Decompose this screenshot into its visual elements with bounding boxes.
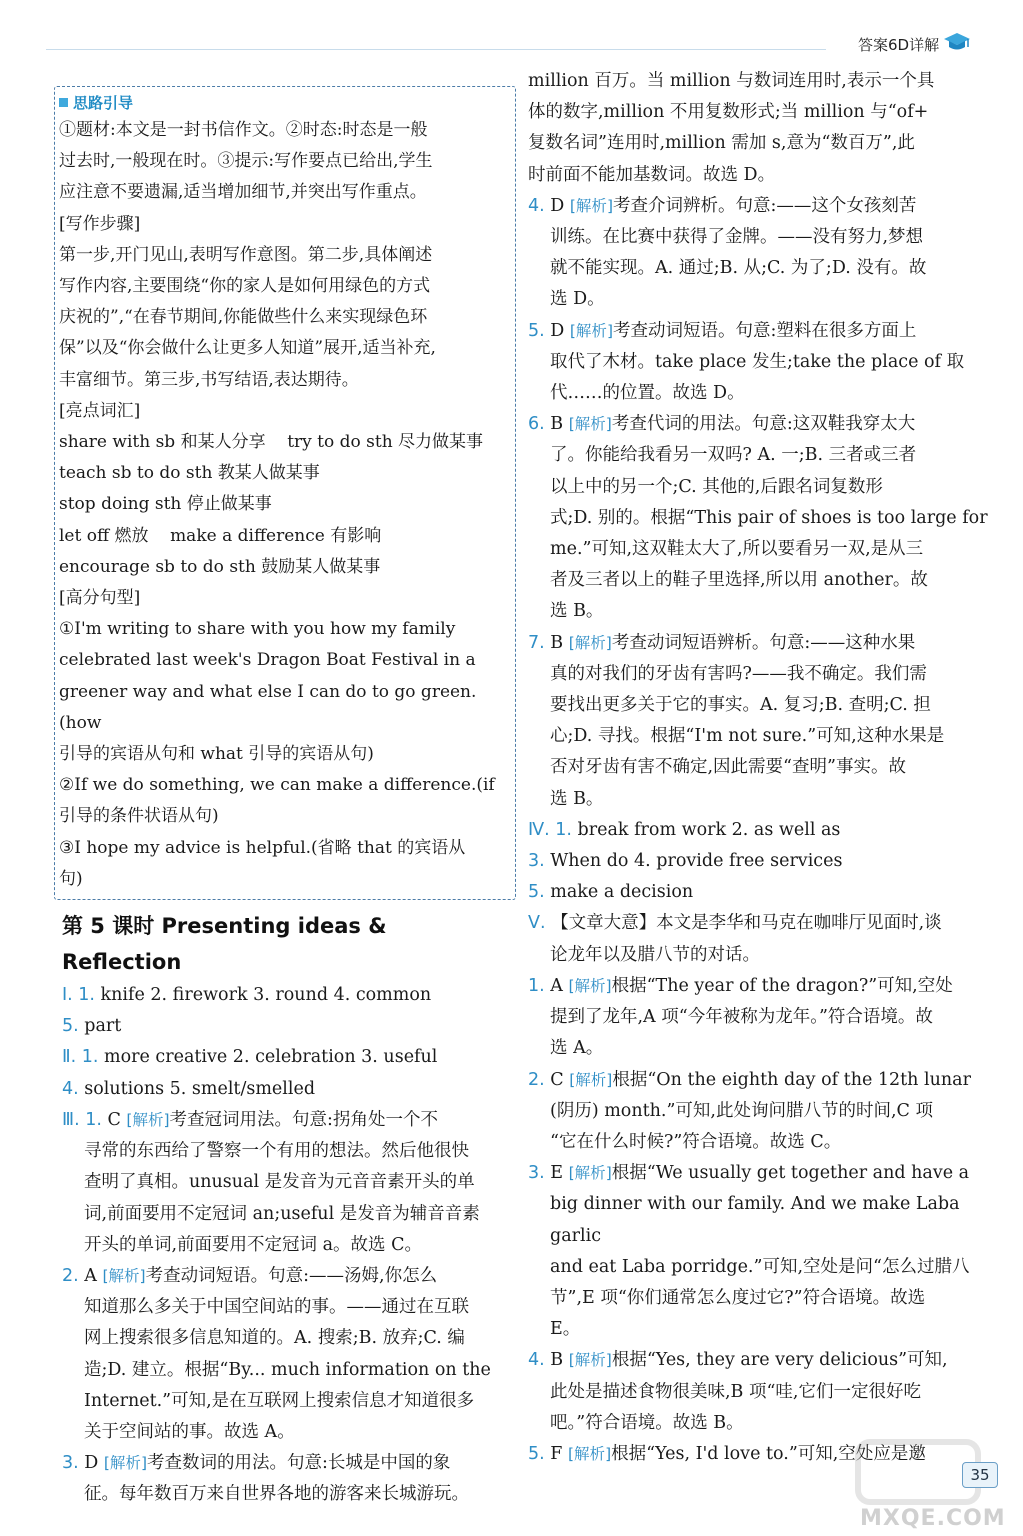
analysis-tag: [ 解析 ]: [569, 415, 612, 433]
answer-item: [528, 846, 988, 877]
sentence-line: 句): [59, 868, 83, 889]
answer-number: Ⅳ. 1.: [528, 819, 578, 840]
answer-line: 寻常的东西给了警察一个有用的想法。然后他很快: [84, 1141, 469, 1162]
answer-line: 了。你能给我看另一双吗? A. 一;B. 三者或三者: [550, 445, 917, 466]
answer-item: [528, 908, 988, 970]
answer-line: 吧。”符合语境。故选 B。: [550, 1412, 744, 1433]
sentence-heading: [ 高分句型 ]: [59, 583, 509, 614]
analysis-tag: [ 解析 ]: [102, 1267, 145, 1285]
answer-line: “它在什么时候?”符合语境。故选 C。: [550, 1131, 842, 1152]
answer-line: [62, 1074, 512, 1105]
graduation-cap-icon: [942, 31, 972, 53]
answer-line: 查明了真相。unusual 是发音为元音音素开头的单: [84, 1172, 475, 1193]
answer-text: 考查动词短语。句意:——汤姆,你怎么: [145, 1265, 438, 1286]
left-answer-list: [62, 980, 512, 1510]
answer-text: 考查动词短语。句意:塑料在很多方面上: [613, 320, 917, 341]
answer-letter: D: [550, 320, 570, 341]
answer-item: [528, 815, 988, 846]
sentence-line: ③I hope my advice is helpful.(省略 that 的宾语从: [59, 837, 466, 858]
guide-intro-line: 过去时,一般现在时。③提示:写作要点已给出,学生: [59, 151, 433, 172]
answer-line: 时前面不能加基数词。故选 D。: [528, 164, 776, 185]
answer-line: (阴历) month.”可知,此处询问腊八节的时间,C 项: [550, 1100, 934, 1121]
answer-item: [62, 1042, 512, 1073]
answer-item: [62, 1448, 512, 1510]
answer-letter: E: [550, 1163, 569, 1184]
answer-text: 【文章大意】本文是李华和马克在咖啡厅见面时,谈: [551, 913, 942, 934]
answer-line: [62, 1261, 512, 1292]
lesson-title: 第 5 课时 Presenting ideas & Reflection: [62, 914, 387, 975]
answer-letter: B: [550, 632, 569, 653]
answer-number: 3.: [62, 1453, 85, 1474]
analysis-tag: [ 解析 ]: [568, 977, 611, 995]
answer-number: 4.: [528, 195, 551, 216]
answer-letter: F: [550, 1443, 568, 1464]
answer-item: [528, 1345, 988, 1439]
analysis-tag: [ 解析 ]: [126, 1111, 169, 1129]
answer-line: [62, 1042, 512, 1073]
answer-text: 根据“Yes, they are very delicious”可知,: [611, 1350, 948, 1371]
answer-letter: D: [550, 195, 570, 216]
vocab-line: share with sb 和某人分享 try to do sth 尽力做某事: [59, 432, 484, 453]
answer-item: [62, 980, 512, 1011]
answer-line: [528, 1158, 988, 1189]
analysis-tag: [ 解析 ]: [569, 634, 612, 652]
answer-line: [528, 1345, 988, 1376]
answer-number: 5.: [528, 882, 551, 903]
guide-steps: [59, 240, 509, 396]
answer-text: 根据“On the eighth day of the 12th lunar: [612, 1069, 971, 1090]
sentence-line: greener way and what else I can do to go green.(how: [59, 681, 477, 733]
sentence-line: celebrated last week's Dragon Boat Festival in a: [59, 650, 476, 671]
analysis-tag: [ 解析 ]: [569, 1071, 612, 1089]
answer-text: When do 4. provide free services: [550, 851, 843, 872]
answer-number: 5.: [62, 1016, 85, 1037]
answer-line: 心;D. 寻找。根据“I'm not sure.”可知,这种水果是: [550, 726, 945, 747]
sentence-line: 引导的条件状语从句): [59, 806, 219, 827]
answer-number: 3.: [528, 851, 551, 872]
answer-text: knife 2. firework 3. round 4. common: [100, 985, 432, 1006]
guide-step-line: 丰富细节。第三步,书写结语,表达期待。: [59, 369, 359, 390]
answer-line: 提到了龙年,A 项“今年被称为龙年。”符合语境。故: [550, 1007, 933, 1028]
answer-letter: B: [550, 1350, 569, 1371]
guide-step-line: 保”以及“你会做什么让更多人知道”展开,适当补充,: [59, 338, 436, 359]
answer-number: 4.: [528, 1350, 551, 1371]
answer-text: 考查介词辨析。句意:——这个女孩刻苦: [613, 195, 917, 216]
answer-number: 2.: [62, 1265, 85, 1286]
answer-line: [528, 815, 988, 846]
answer-text: 根据“The year of the dragon?”可知,空处: [611, 975, 953, 996]
answer-line: 开头的单词,前面要用不定冠词 a。故选 C。: [84, 1234, 423, 1255]
answer-line: 选 B。: [550, 788, 604, 809]
answer-item: [528, 1158, 988, 1345]
answer-line: [62, 980, 512, 1011]
answer-line: [528, 846, 988, 877]
guide-intro: [59, 115, 509, 209]
answer-line: 知道那么多关于中国空间站的事。——通过在互联: [84, 1297, 469, 1318]
answer-line: 造;D. 建立。根据“By... much information on the: [84, 1359, 491, 1380]
answer-line: 征。每年数百万来自世界各地的游客来长城游玩。: [84, 1484, 469, 1505]
answer-line: 真的对我们的牙齿有害吗?——我不确定。我们需: [550, 663, 927, 684]
answer-item: [528, 877, 988, 908]
answer-item: [62, 1011, 512, 1042]
answer-line: [528, 628, 988, 659]
answer-number: Ⅱ. 1.: [62, 1047, 104, 1068]
left-column: [59, 86, 512, 1511]
answer-line: 关于空间站的事。故选 A。: [84, 1421, 295, 1442]
answer-letter: C: [107, 1109, 127, 1130]
answer-number: 2.: [528, 1069, 551, 1090]
answer-text: break from work 2. as well as: [577, 819, 841, 840]
answer-line: 选 B。: [550, 601, 604, 622]
sentence-line: ②If we do something, we can make a difference.(if: [59, 775, 495, 796]
analysis-tag: [ 解析 ]: [104, 1454, 147, 1472]
answer-letter: C: [550, 1069, 570, 1090]
right-column: [528, 66, 988, 1470]
answer-letter: B: [550, 414, 569, 435]
header-rule: [46, 49, 826, 50]
answer-line: Internet.”可知,是在互联网上搜索信息才知道很多: [84, 1390, 475, 1411]
sentence-line: ①I'm writing to share with you how my family: [59, 619, 456, 640]
answer-line: 论龙年以及腊八节的对话。: [550, 944, 760, 965]
guide-vocab: [59, 427, 509, 583]
answer-line: big dinner with our family. And we make Laba garlic: [550, 1194, 960, 1246]
answer-line: 代……的位置。故选 D。: [550, 383, 745, 404]
analysis-tag: [ 解析 ]: [569, 1164, 612, 1182]
answer-letter: D: [84, 1453, 104, 1474]
guide-sentences: [59, 614, 509, 895]
answer-text: make a decision: [550, 882, 694, 903]
answer-number: Ⅲ. 1.: [62, 1109, 108, 1130]
answer-line: [528, 908, 988, 939]
answer-text: part: [84, 1016, 122, 1037]
guide-step-line: 第一步,开门见山,表明写作意图。第二步,具体阐述: [59, 244, 433, 265]
header-label: 答案6D详解: [858, 36, 940, 54]
answer-line: [528, 1065, 988, 1096]
answer-text: 考查冠词用法。句意:拐角处一个不: [169, 1109, 438, 1130]
answer-line: 此处是描述食物很美味,B 项“哇,它们一定很好吃: [550, 1381, 921, 1402]
answer-line: [528, 971, 988, 1002]
answer-line: million 百万。当 million 与数词连用时,表示一个具: [528, 71, 935, 91]
answer-line: 以上中的另一个;C. 其他的,后跟名词复数形: [550, 476, 883, 497]
guide-title: [59, 91, 509, 115]
answer-text: 根据“We usually get together and have a: [611, 1163, 970, 1184]
analysis-tag: [ 解析 ]: [568, 1445, 611, 1463]
answer-line: 选 A。: [550, 1038, 604, 1059]
answer-line: 取代了木材。take place 发生;take the place of 取: [550, 351, 965, 372]
right-answer-list: [528, 66, 988, 1470]
answer-line: [528, 877, 988, 908]
answer-number: 4.: [62, 1078, 85, 1099]
guide-intro-line: 应注意不要遗漏,适当增加细节,并突出写作重点。: [59, 182, 427, 203]
answer-item: [528, 66, 988, 191]
square-bullet-icon: [59, 98, 68, 107]
answer-item: [62, 1261, 512, 1448]
answer-line: 否对牙齿有害不确定,因此需要“查明”事实。故: [550, 757, 906, 778]
answer-line: 训练。在比赛中获得了金牌。——没有努力,梦想: [550, 227, 924, 248]
answer-line: 复数名词”连用时,million 需加 s,意为“数百万”,此: [528, 133, 915, 154]
analysis-tag: [ 解析 ]: [570, 322, 613, 340]
answer-item: [62, 1074, 512, 1105]
vocab-line: stop doing sth 停止做某事: [59, 494, 272, 515]
answer-line: 者及三者以上的鞋子里选择,所以用 another。故: [550, 570, 928, 591]
answer-item: [528, 191, 988, 316]
answer-text: 考查数词的用法。句意:长城是中国的象: [147, 1453, 451, 1474]
sentence-line: 引导的宾语从句和 what 引导的宾语从句): [59, 744, 374, 765]
answer-number: 3.: [528, 1163, 551, 1184]
answer-number: 7.: [528, 632, 551, 653]
answer-line: 要找出更多关于它的事实。A. 复习;B. 查明;C. 担: [550, 695, 931, 716]
vocab-line: let off 燃放 make a difference 有影响: [59, 525, 382, 546]
answer-text: 考查代词的用法。句意:这双鞋我穿太大: [611, 414, 916, 435]
writing-guide-box: [54, 86, 516, 900]
steps-heading: [ 写作步骤 ]: [59, 209, 509, 240]
answer-line: [528, 409, 988, 440]
vocab-line: teach sb to do sth 教某人做某事: [59, 463, 320, 484]
answer-line: E。: [550, 1319, 581, 1340]
answer-line: [528, 191, 988, 222]
watermark-text: MXQE.COM: [860, 1506, 1006, 1531]
answer-item: [528, 1065, 988, 1159]
answer-number: 5.: [528, 320, 551, 341]
answer-text: 根据“Yes, I'd love to.”可知,空处应是邀: [611, 1443, 926, 1464]
answer-line: [62, 1105, 512, 1136]
answer-text: more creative 2. celebration 3. useful: [104, 1047, 438, 1068]
guide-step-line: 庆祝的”,“在春节期间,你能做些什么来实现绿色环: [59, 307, 428, 328]
answer-line: 网上搜索很多信息知道的。A. 搜索;B. 放弃;C. 编: [84, 1328, 465, 1349]
answer-line: [62, 1011, 512, 1042]
answer-line: 就不能实现。A. 通过;B. 从;C. 为了;D. 没有。故: [550, 258, 927, 279]
answer-item: [528, 971, 988, 1065]
answer-text: solutions 5. smelt/smelled: [84, 1078, 316, 1099]
answer-line: 词,前面要用不定冠词 an;useful 是发音为辅音音素: [84, 1203, 480, 1224]
guide-title-text: 思路引导: [73, 94, 134, 112]
analysis-tag: [ 解析 ]: [570, 197, 613, 215]
answer-text: 考查动词短语辨析。句意:——这种水果: [611, 632, 916, 653]
answer-item: [528, 409, 988, 627]
guide-intro-line: ①题材:本文是一封书信作文。②时态:时态是一般: [59, 120, 428, 140]
answer-line: me.”可知,这双鞋太大了,所以要看另一双,是从三: [550, 539, 924, 560]
answer-number: Ⅴ.: [528, 913, 552, 934]
answer-item: [528, 628, 988, 815]
answer-item: [528, 316, 988, 410]
answer-line: [62, 1448, 512, 1479]
answer-number: 5.: [528, 1443, 551, 1464]
vocab-line: encourage sb to do sth 鼓励某人做某事: [59, 556, 381, 577]
answer-item: [62, 1105, 512, 1261]
answer-number: Ⅰ. 1.: [62, 985, 101, 1006]
answer-letter: A: [84, 1265, 103, 1286]
answer-line: [528, 316, 988, 347]
answer-number: 1.: [528, 975, 551, 996]
answer-line: 选 D。: [550, 289, 605, 310]
answer-line: 体的数字,million 不用复数形式;当 million 与“of+: [528, 102, 929, 123]
answer-letter: A: [550, 975, 569, 996]
answer-line: 式;D. 别的。根据“This pair of shoes is too large for: [550, 507, 988, 528]
answer-line: 节”,E 项“你们通常怎么度过它?”符合语境。故选: [550, 1287, 926, 1308]
answer-line: and eat Laba porridge.”可知,空处是问“怎么过腊八: [550, 1256, 970, 1277]
answer-number: 6.: [528, 414, 551, 435]
analysis-tag: [ 解析 ]: [569, 1351, 612, 1369]
vocab-heading: [ 亮点词汇 ]: [59, 396, 509, 427]
page-number: 35: [962, 1462, 998, 1488]
guide-step-line: 写作内容,主要围绕“你的家人是如何用绿色的方式: [59, 276, 431, 297]
